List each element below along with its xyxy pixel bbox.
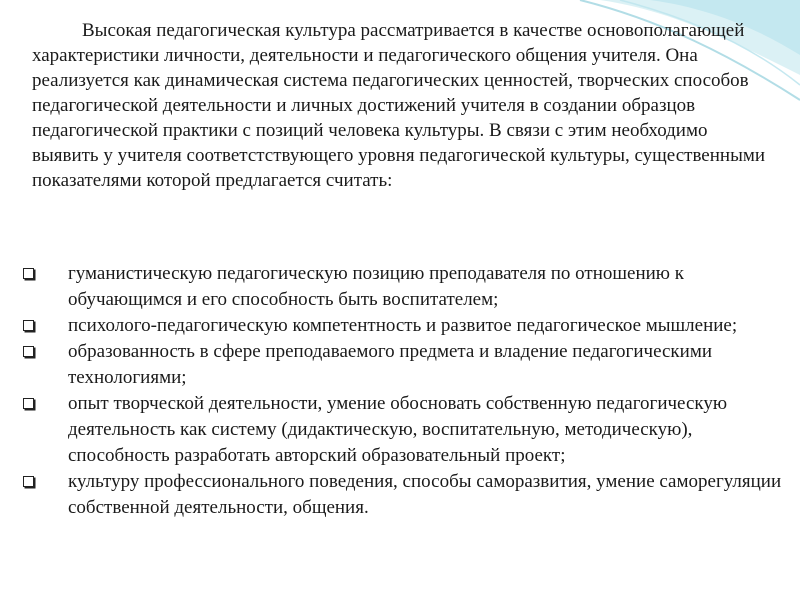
indicator-list [18,261,788,521]
intro-paragraph: Высокая педагогическая культура рассматривается в качестве основополагающей характеристики личности, деятельности и педагогического общения учителя. Она реализуется как динамическая система педагогических ценностей, творческих способов педагогической деятельности и личных достижений учителя в создании образцов педагогической практики с позиций человека культуры. В связи с этим необходимо выявить у учителя соответстствующего уровня педагогической культуры, существенными показателями которой предлагается считать: [32,20,766,191]
list-item [18,313,788,339]
hollow-square-shadow-icon [23,320,34,331]
list-item [18,391,788,469]
hollow-square-shadow-icon [23,398,34,409]
hollow-square-shadow-icon [23,268,34,279]
list-item-text: гуманистическую педагогическую позицию преподавателя по отношению к обучающимся и его способность быть воспитателем; [68,263,684,310]
hollow-square-shadow-icon [23,346,34,357]
list-item-text: культуру профессионального поведения, способы саморазвития, умение саморегуляции собственной деятельности, общения. [68,471,782,518]
list-item-text: опыт творческой деятельности, умение обосновать собственную педагогическую деятельность как систему (дидактическую, воспитательную, методическую), способность разработать авторский образовательный проект; [68,393,728,466]
hollow-square-shadow-icon [23,476,34,487]
list-item [18,469,788,521]
list-item [18,339,788,391]
list-item-text: образованность в сфере преподаваемого предмета и владение педагогическими технологиями; [68,341,713,388]
list-item [18,261,788,313]
list-item-text: психолого-педагогическую компетентность и развитое педагогическое мышление; [68,315,738,336]
